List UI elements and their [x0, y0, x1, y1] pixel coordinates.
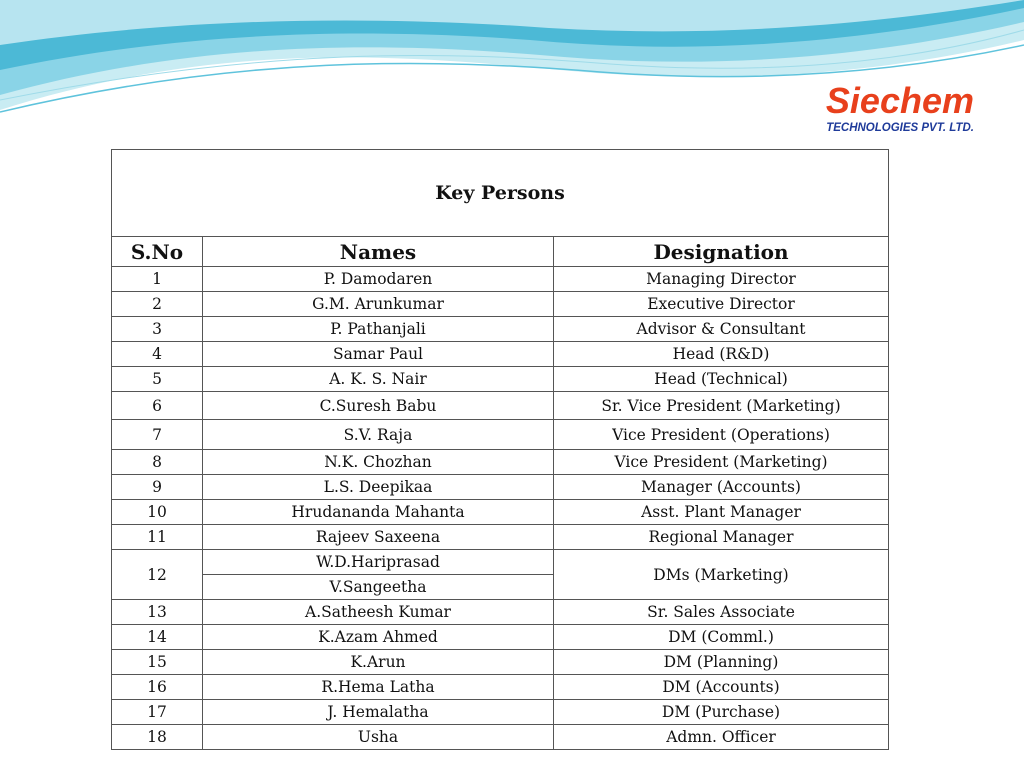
cell-sno: 9 [112, 475, 203, 500]
key-persons-table [111, 149, 889, 750]
cell-sno: 7 [112, 420, 203, 450]
cell-name: L.S. Deepikaa [203, 475, 554, 500]
cell-name: C.Suresh Babu [203, 392, 554, 420]
cell-designation: Manager (Accounts) [554, 475, 889, 500]
table-row [112, 475, 889, 500]
table-row [112, 267, 889, 292]
cell-designation: DM (Comml.) [554, 625, 889, 650]
cell-designation: Sr. Sales Associate [554, 600, 889, 625]
cell-name: N.K. Chozhan [203, 450, 554, 475]
cell-sno: 3 [112, 317, 203, 342]
cell-sno: 10 [112, 500, 203, 525]
cell-designation: Head (R&D) [554, 342, 889, 367]
cell-designation: DM (Purchase) [554, 700, 889, 725]
table-row [112, 317, 889, 342]
cell-sno: 1 [112, 267, 203, 292]
table-title: Key Persons [112, 150, 889, 237]
cell-sno: 14 [112, 625, 203, 650]
cell-sno: 11 [112, 525, 203, 550]
cell-designation: DM (Accounts) [554, 675, 889, 700]
cell-sno: 16 [112, 675, 203, 700]
cell-sno: 17 [112, 700, 203, 725]
cell-name: J. Hemalatha [203, 700, 554, 725]
cell-designation: Vice President (Marketing) [554, 450, 889, 475]
cell-name: Samar Paul [203, 342, 554, 367]
cell-sno: 18 [112, 725, 203, 750]
table-row [112, 550, 889, 575]
table-row [112, 725, 889, 750]
cell-sno: 13 [112, 600, 203, 625]
table-row [112, 700, 889, 725]
cell-designation: Vice President (Operations) [554, 420, 889, 450]
cell-designation: Regional Manager [554, 525, 889, 550]
cell-designation: DMs (Marketing) [554, 550, 889, 600]
cell-name: Usha [203, 725, 554, 750]
cell-name: S.V. Raja [203, 420, 554, 450]
cell-designation: Admn. Officer [554, 725, 889, 750]
cell-name: A. K. S. Nair [203, 367, 554, 392]
cell-sno: 4 [112, 342, 203, 367]
company-logo [826, 82, 974, 134]
cell-name: P. Pathanjali [203, 317, 554, 342]
header-sno: S.No [112, 237, 203, 267]
cell-designation: Advisor & Consultant [554, 317, 889, 342]
cell-designation: Executive Director [554, 292, 889, 317]
cell-sno: 12 [112, 550, 203, 600]
table-row [112, 525, 889, 550]
table-row [112, 420, 889, 450]
cell-sno: 15 [112, 650, 203, 675]
table-row [112, 292, 889, 317]
header-designation: Designation [554, 237, 889, 267]
table-row [112, 450, 889, 475]
table-row [112, 367, 889, 392]
table-row [112, 650, 889, 675]
table-row [112, 500, 889, 525]
cell-sno: 5 [112, 367, 203, 392]
cell-name: G.M. Arunkumar [203, 292, 554, 317]
cell-sno: 8 [112, 450, 203, 475]
table-row [112, 675, 889, 700]
cell-designation: Head (Technical) [554, 367, 889, 392]
table-row [112, 625, 889, 650]
cell-designation: Managing Director [554, 267, 889, 292]
table-row [112, 600, 889, 625]
cell-name: Rajeev Saxeena [203, 525, 554, 550]
cell-name: V.Sangeetha [203, 575, 554, 600]
cell-sno: 6 [112, 392, 203, 420]
logo-name: Siechem [825, 80, 974, 121]
cell-name: W.D.Hariprasad [203, 550, 554, 575]
cell-name: K.Arun [203, 650, 554, 675]
cell-sno: 2 [112, 292, 203, 317]
logo-subtitle: TECHNOLOGIES PVT. LTD. [826, 122, 974, 134]
cell-name: P. Damodaren [203, 267, 554, 292]
cell-name: Hrudananda Mahanta [203, 500, 554, 525]
cell-name: R.Hema Latha [203, 675, 554, 700]
cell-name: A.Satheesh Kumar [203, 600, 554, 625]
cell-designation: DM (Planning) [554, 650, 889, 675]
table-row [112, 392, 889, 420]
cell-designation: Asst. Plant Manager [554, 500, 889, 525]
header-names: Names [203, 237, 554, 267]
cell-designation: Sr. Vice President (Marketing) [554, 392, 889, 420]
cell-name: K.Azam Ahmed [203, 625, 554, 650]
table-row [112, 342, 889, 367]
